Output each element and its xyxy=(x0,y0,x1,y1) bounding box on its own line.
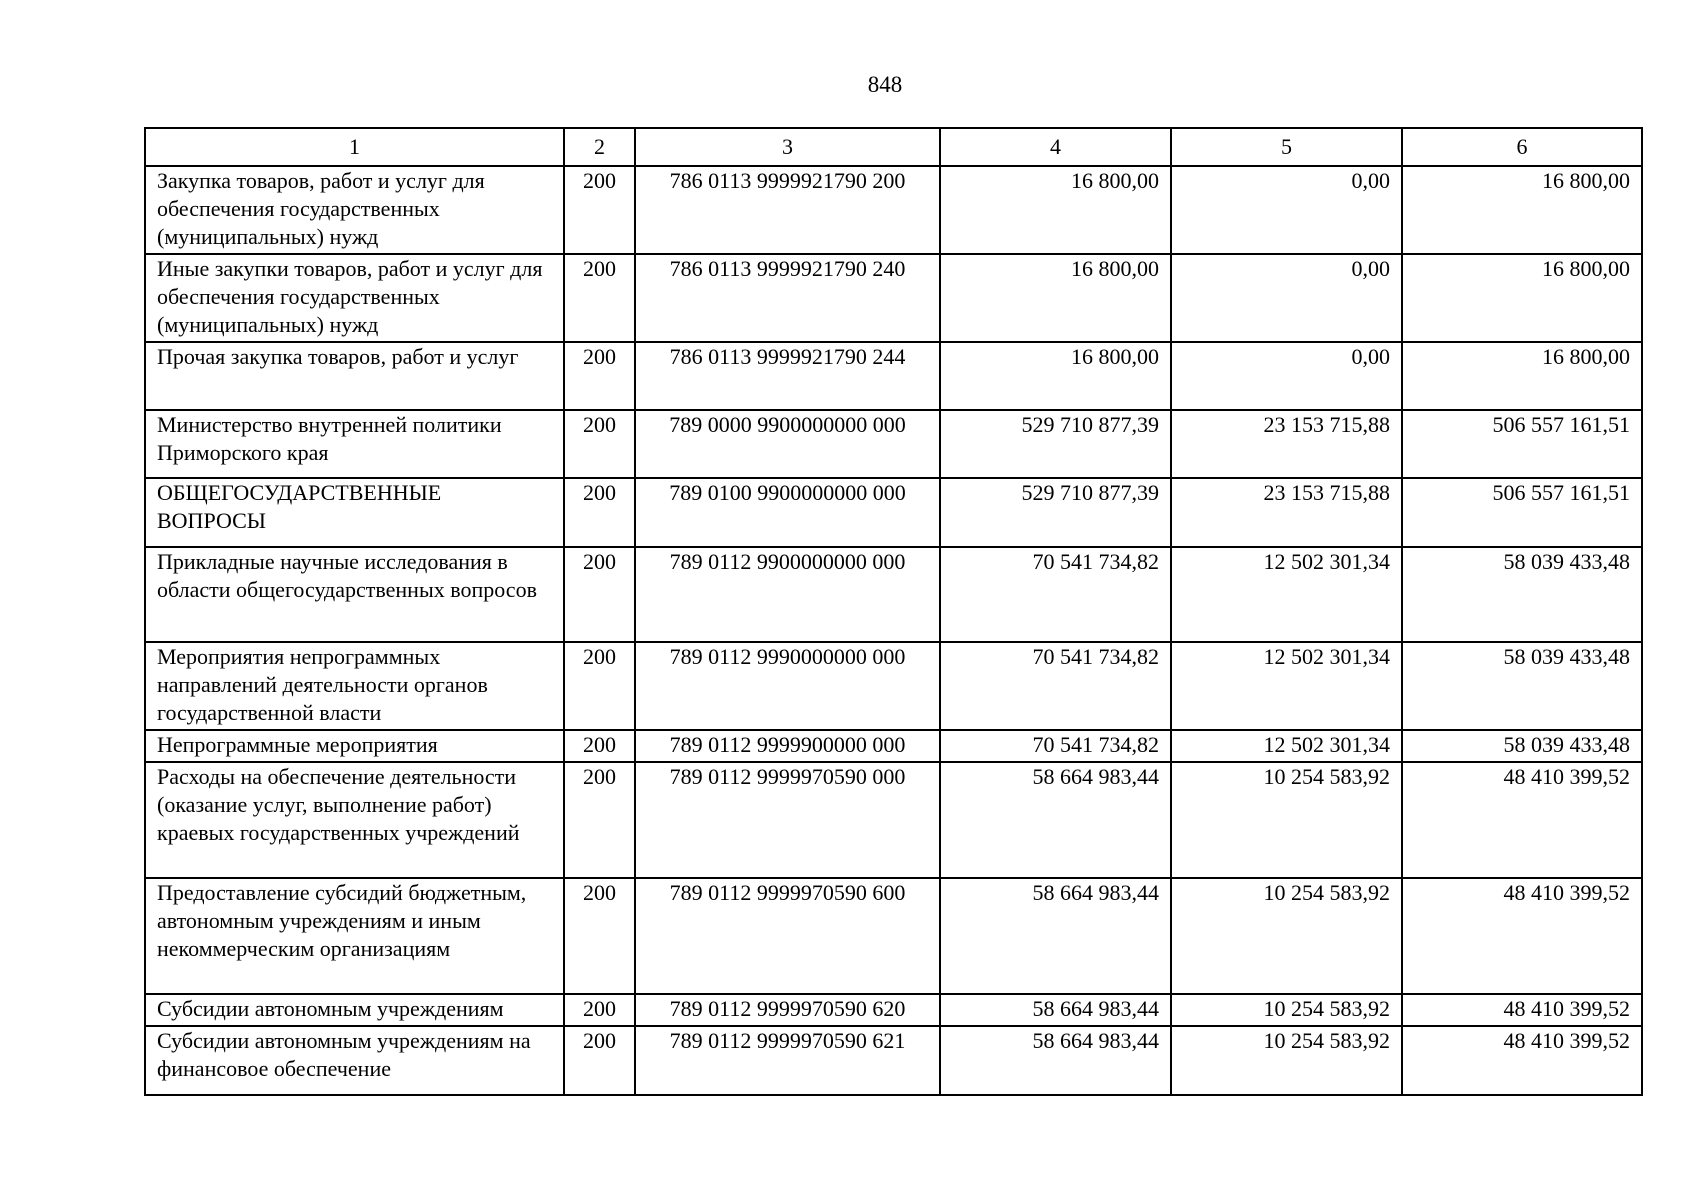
row-value-6: 58 039 433,48 xyxy=(1402,547,1642,642)
row-name: Расходы на обеспечение деятельности (оказание услуг, выполнение работ) краевых государственных учреждений xyxy=(145,762,564,878)
row-value-6: 506 557 161,51 xyxy=(1402,410,1642,478)
row-value-5: 10 254 583,92 xyxy=(1171,994,1402,1026)
column-header: 5 xyxy=(1171,128,1402,166)
row-value-4: 58 664 983,44 xyxy=(940,1026,1171,1095)
row-value-6: 58 039 433,48 xyxy=(1402,642,1642,730)
row-value-4: 58 664 983,44 xyxy=(940,994,1171,1026)
row-code: 200 xyxy=(564,166,635,254)
row-value-5: 10 254 583,92 xyxy=(1171,1026,1402,1095)
row-kbk: 789 0112 9999900000 000 xyxy=(635,730,940,762)
row-value-4: 529 710 877,39 xyxy=(940,410,1171,478)
row-code: 200 xyxy=(564,994,635,1026)
row-value-5: 10 254 583,92 xyxy=(1171,762,1402,878)
row-value-6: 16 800,00 xyxy=(1402,342,1642,410)
table-row xyxy=(145,762,1642,878)
row-code: 200 xyxy=(564,410,635,478)
row-value-4: 529 710 877,39 xyxy=(940,478,1171,547)
table-row xyxy=(145,1026,1642,1095)
budget-table xyxy=(144,127,1643,1096)
row-kbk: 786 0113 9999921790 244 xyxy=(635,342,940,410)
row-value-5: 12 502 301,34 xyxy=(1171,547,1402,642)
row-code: 200 xyxy=(564,762,635,878)
row-value-6: 58 039 433,48 xyxy=(1402,730,1642,762)
row-kbk: 789 0112 9999970590 600 xyxy=(635,878,940,994)
row-name: Субсидии автономным учреждениям xyxy=(145,994,564,1026)
row-name: Прочая закупка товаров, работ и услуг xyxy=(145,342,564,410)
table-row xyxy=(145,254,1642,342)
table-row xyxy=(145,994,1642,1026)
table-row xyxy=(145,642,1642,730)
row-value-4: 16 800,00 xyxy=(940,166,1171,254)
row-kbk: 789 0112 9999970590 000 xyxy=(635,762,940,878)
table-row xyxy=(145,166,1642,254)
row-value-5: 10 254 583,92 xyxy=(1171,878,1402,994)
row-value-5: 12 502 301,34 xyxy=(1171,642,1402,730)
table-row xyxy=(145,547,1642,642)
header-row xyxy=(145,128,1642,166)
column-header: 4 xyxy=(940,128,1171,166)
row-kbk: 789 0100 9900000000 000 xyxy=(635,478,940,547)
row-value-6: 48 410 399,52 xyxy=(1402,878,1642,994)
row-value-6: 48 410 399,52 xyxy=(1402,762,1642,878)
row-name: Предоставление субсидий бюджетным, автономным учреждениям и иным некоммерческим организациям xyxy=(145,878,564,994)
row-kbk: 786 0113 9999921790 200 xyxy=(635,166,940,254)
row-kbk: 789 0112 9999970590 620 xyxy=(635,994,940,1026)
column-header: 3 xyxy=(635,128,940,166)
table-row xyxy=(145,410,1642,478)
row-value-5: 0,00 xyxy=(1171,166,1402,254)
column-header: 2 xyxy=(564,128,635,166)
row-value-4: 70 541 734,82 xyxy=(940,547,1171,642)
row-kbk: 789 0112 9900000000 000 xyxy=(635,547,940,642)
row-code: 200 xyxy=(564,342,635,410)
row-code: 200 xyxy=(564,642,635,730)
row-name: Мероприятия непрограммных направлений деятельности органов государственной власти xyxy=(145,642,564,730)
row-value-5: 0,00 xyxy=(1171,254,1402,342)
row-name: Субсидии автономным учреждениям на финансовое обеспечение xyxy=(145,1026,564,1095)
row-value-6: 506 557 161,51 xyxy=(1402,478,1642,547)
row-value-6: 16 800,00 xyxy=(1402,166,1642,254)
row-value-5: 23 153 715,88 xyxy=(1171,410,1402,478)
row-code: 200 xyxy=(564,254,635,342)
row-value-5: 23 153 715,88 xyxy=(1171,478,1402,547)
row-value-4: 16 800,00 xyxy=(940,342,1171,410)
column-header: 1 xyxy=(145,128,564,166)
row-code: 200 xyxy=(564,478,635,547)
row-name: Иные закупки товаров, работ и услуг для обеспечения государственных (муниципальных) нужд xyxy=(145,254,564,342)
table-row xyxy=(145,342,1642,410)
table-row xyxy=(145,878,1642,994)
row-kbk: 789 0112 9999970590 621 xyxy=(635,1026,940,1095)
row-value-4: 58 664 983,44 xyxy=(940,878,1171,994)
row-value-4: 70 541 734,82 xyxy=(940,730,1171,762)
column-header: 6 xyxy=(1402,128,1642,166)
row-value-6: 48 410 399,52 xyxy=(1402,994,1642,1026)
row-code: 200 xyxy=(564,547,635,642)
row-name: ОБЩЕГОСУДАРСТВЕННЫЕ ВОПРОСЫ xyxy=(145,478,564,547)
row-value-4: 70 541 734,82 xyxy=(940,642,1171,730)
row-name: Прикладные научные исследования в области общегосударственных вопросов xyxy=(145,547,564,642)
row-kbk: 789 0000 9900000000 000 xyxy=(635,410,940,478)
row-code: 200 xyxy=(564,878,635,994)
row-value-4: 16 800,00 xyxy=(940,254,1171,342)
row-code: 200 xyxy=(564,1026,635,1095)
table-row xyxy=(145,478,1642,547)
row-name: Министерство внутренней политики Приморского края xyxy=(145,410,564,478)
row-kbk: 789 0112 9990000000 000 xyxy=(635,642,940,730)
row-name: Непрограммные мероприятия xyxy=(145,730,564,762)
row-value-5: 12 502 301,34 xyxy=(1171,730,1402,762)
row-code: 200 xyxy=(564,730,635,762)
row-value-6: 16 800,00 xyxy=(1402,254,1642,342)
row-value-4: 58 664 983,44 xyxy=(940,762,1171,878)
row-name: Закупка товаров, работ и услуг для обеспечения государственных (муниципальных) нужд xyxy=(145,166,564,254)
row-value-5: 0,00 xyxy=(1171,342,1402,410)
row-value-6: 48 410 399,52 xyxy=(1402,1026,1642,1095)
table-row xyxy=(145,730,1642,762)
row-kbk: 786 0113 9999921790 240 xyxy=(635,254,940,342)
page-number: 848 xyxy=(867,72,903,97)
